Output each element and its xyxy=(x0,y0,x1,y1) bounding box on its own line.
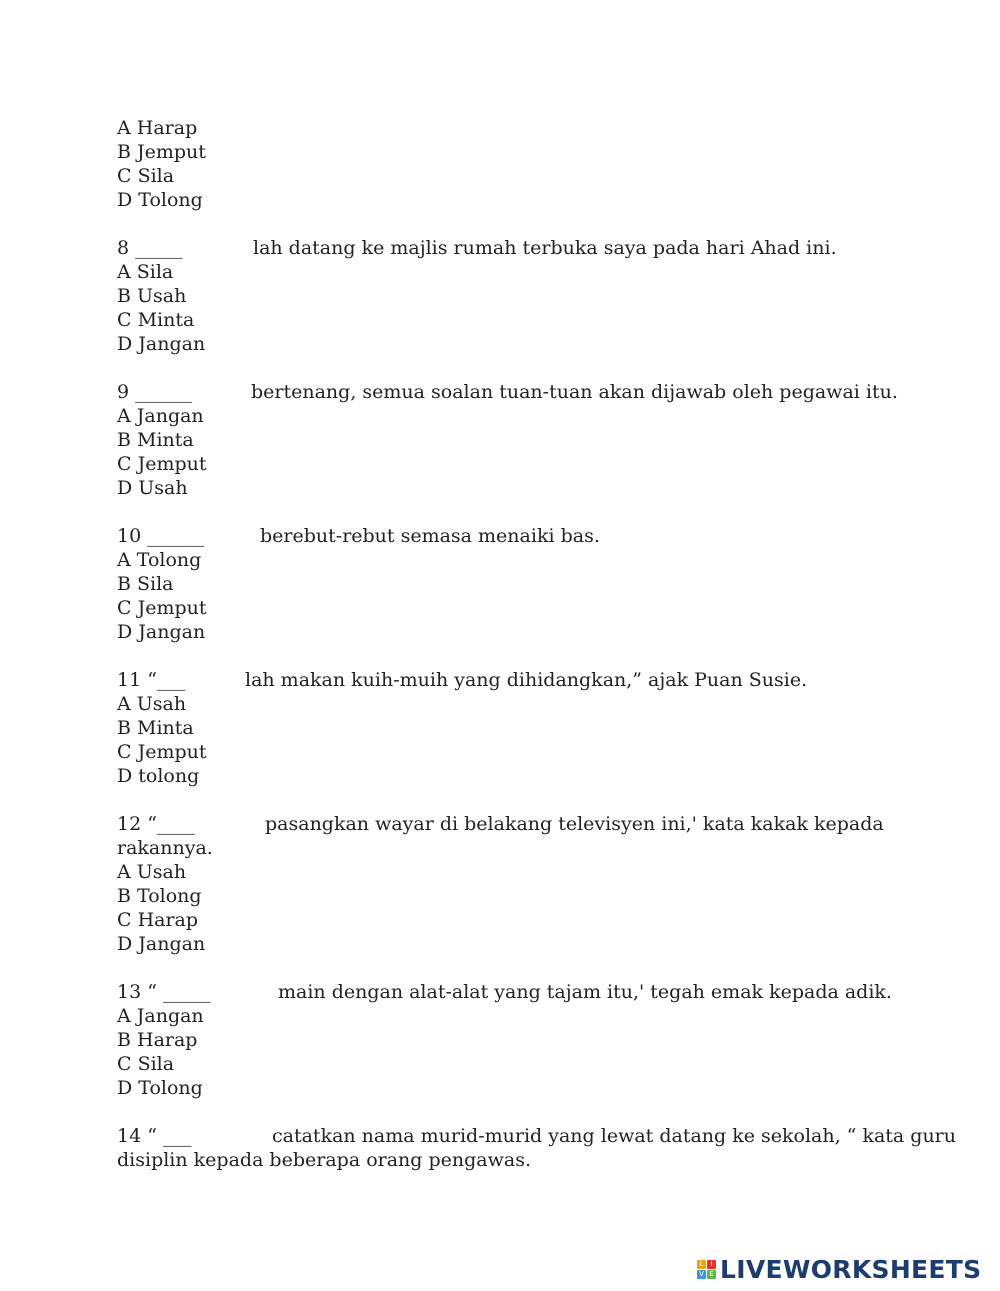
option-d[interactable]: D Usah xyxy=(117,477,188,499)
option-d[interactable]: D Jangan xyxy=(117,333,206,355)
question-text: lah datang ke majlis rumah terbuka saya pada hari Ahad ini. xyxy=(253,237,837,259)
logo-letter-v: V xyxy=(697,1270,706,1279)
question-number-blank[interactable]: 12 “____ xyxy=(117,813,195,835)
question-11 xyxy=(117,668,897,788)
question-stem xyxy=(117,980,897,1004)
question-number-blank[interactable]: 10 ______ xyxy=(117,525,205,547)
question-stem xyxy=(117,236,897,260)
question-text: pasangkan wayar di belakang televisyen ini,' kata kakak kepada xyxy=(265,813,884,835)
question-number-blank[interactable]: 11 “___ xyxy=(117,669,186,691)
question-14 xyxy=(117,1124,956,1172)
question-text-continuation: rakannya. xyxy=(117,837,213,859)
logo-letter-i: I xyxy=(707,1260,716,1269)
option-c[interactable]: C Jemput xyxy=(117,597,207,619)
question-stem xyxy=(117,1124,956,1148)
option-b[interactable]: B Harap xyxy=(117,1029,198,1051)
option-c[interactable]: C Minta xyxy=(117,309,195,331)
question-number-blank[interactable]: 8 _____ xyxy=(117,237,183,259)
option-b[interactable]: B Jemput xyxy=(117,141,206,163)
option-a[interactable]: A Jangan xyxy=(117,1005,204,1027)
question-number-blank[interactable]: 13 “ _____ xyxy=(117,981,211,1003)
question-8 xyxy=(117,236,897,356)
question-text: main dengan alat-alat yang tajam itu,' tegah emak kepada adik. xyxy=(278,981,892,1003)
option-b[interactable]: B Usah xyxy=(117,285,187,307)
question-7-options xyxy=(117,116,897,212)
option-c[interactable]: C Harap xyxy=(117,909,199,931)
question-number-blank[interactable]: 14 “ ___ xyxy=(117,1125,192,1147)
option-c[interactable]: C Jemput xyxy=(117,741,207,763)
option-b[interactable]: B Minta xyxy=(117,717,194,739)
question-13 xyxy=(117,980,897,1100)
liveworksheets-logo xyxy=(697,1253,981,1285)
option-b[interactable]: B Minta xyxy=(117,429,194,451)
option-d[interactable]: D tolong xyxy=(117,765,200,787)
question-text: lah makan kuih-muih yang dihidangkan,” ajak Puan Susie. xyxy=(245,669,808,691)
question-stem xyxy=(117,812,897,836)
option-a[interactable]: A Jangan xyxy=(117,405,204,427)
option-b[interactable]: B Sila xyxy=(117,573,174,595)
question-text: catatkan nama murid-murid yang lewat datang ke sekolah, “ kata guru xyxy=(272,1125,956,1147)
option-d[interactable]: D Tolong xyxy=(117,189,203,211)
option-a[interactable]: A Tolong xyxy=(117,549,202,571)
question-10 xyxy=(117,524,897,644)
logo-letter-l: L xyxy=(697,1260,706,1269)
logo-mark-icon xyxy=(697,1260,716,1279)
logo-text: LIVEWORKSHEETS xyxy=(720,1254,982,1284)
question-stem xyxy=(117,524,897,548)
option-a[interactable]: A Usah xyxy=(117,693,187,715)
question-stem xyxy=(117,668,897,692)
question-stem xyxy=(117,380,897,404)
option-a[interactable]: A Usah xyxy=(117,861,187,883)
option-c[interactable]: C Sila xyxy=(117,165,175,187)
option-d[interactable]: D Jangan xyxy=(117,621,206,643)
option-a[interactable]: A Sila xyxy=(117,261,174,283)
option-d[interactable]: D Jangan xyxy=(117,933,206,955)
option-c[interactable]: C Jemput xyxy=(117,453,207,475)
question-number-blank[interactable]: 9 ______ xyxy=(117,381,193,403)
option-d[interactable]: D Tolong xyxy=(117,1077,203,1099)
option-c[interactable]: C Sila xyxy=(117,1053,175,1075)
question-9 xyxy=(117,380,897,500)
logo-letter-e: E xyxy=(707,1270,716,1279)
worksheet xyxy=(117,116,956,1196)
option-b[interactable]: B Tolong xyxy=(117,885,202,907)
option-a[interactable]: A Harap xyxy=(117,117,198,139)
question-text-continuation: disiplin kepada beberapa orang pengawas. xyxy=(117,1149,531,1171)
question-12 xyxy=(117,812,897,956)
question-text: berebut-rebut semasa menaiki bas. xyxy=(260,525,600,547)
question-text: bertenang, semua soalan tuan-tuan akan dijawab oleh pegawai itu. xyxy=(251,381,898,403)
